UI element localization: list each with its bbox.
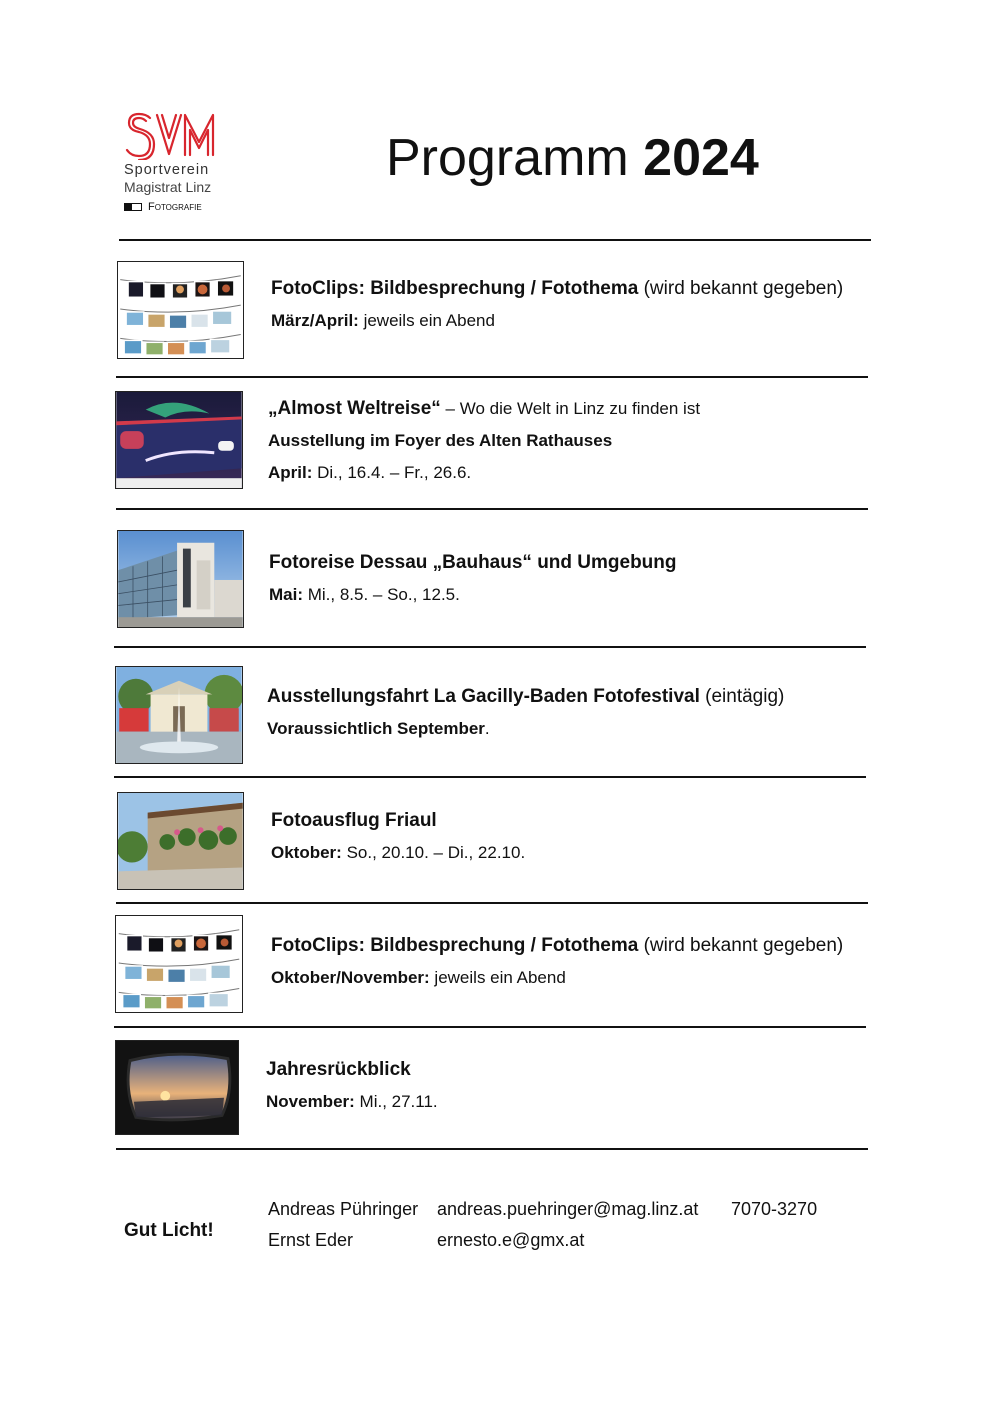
event-3 <box>269 552 677 606</box>
event-4-image <box>115 666 243 764</box>
contact-2-email[interactable]: ernesto.e@gmx.at <box>437 1230 585 1250</box>
event-7-image <box>115 1040 239 1135</box>
event-6-date-label: Oktober/November: <box>271 968 430 987</box>
event-3-image <box>117 530 244 628</box>
divider-3 <box>114 646 866 648</box>
event-1-title-note: (wird bekannt gegeben) <box>638 278 844 299</box>
sunset-mirror-image <box>116 1041 238 1134</box>
logo-line-fotografie <box>124 201 234 213</box>
greeting-text: Gut Licht! <box>124 1220 214 1241</box>
svm-logo <box>124 110 234 213</box>
event-2-date-label: April: <box>268 463 313 482</box>
bauhaus-building-image <box>118 531 243 627</box>
event-3-date-label: Mai: <box>269 585 303 604</box>
event-7 <box>266 1059 438 1113</box>
event-4-title: Ausstellungsfahrt La Gacilly-Baden Fotofestival <box>267 686 700 707</box>
page-title <box>386 126 759 190</box>
event-6-image <box>115 915 243 1013</box>
event-5-title: Fotoausflug Friaul <box>271 810 437 831</box>
camera-icon <box>124 203 142 211</box>
event-3-date-text: Mi., 8.5. – So., 12.5. <box>303 585 460 604</box>
logo-line-magistrat: Magistrat Linz <box>124 179 212 195</box>
contact-1 <box>268 1198 817 1220</box>
event-2 <box>268 398 700 484</box>
contact-1-phone: 7070-3270 <box>731 1199 818 1219</box>
event-1-date-label: März/April: <box>271 311 359 330</box>
event-2-location: Ausstellung im Foyer des Alten Rathauses <box>268 431 613 450</box>
divider-2 <box>116 508 868 510</box>
title-year: 2024 <box>643 129 759 187</box>
title-word: Programm <box>386 129 629 187</box>
event-1-date-text: jeweils ein Abend <box>358 311 495 330</box>
event-2-image <box>115 391 243 489</box>
event-7-title: Jahresrückblick <box>266 1059 411 1080</box>
event-7-date-label: November: <box>266 1092 355 1111</box>
divider-6 <box>114 1026 866 1028</box>
contact-1-email[interactable]: andreas.puehringer@mag.linz.at <box>437 1199 699 1219</box>
baden-fountain-image <box>116 667 242 763</box>
logo-line-sportverein: Sportverein <box>124 162 210 178</box>
event-4-title-note: (eintägig) <box>699 686 785 707</box>
divider-7 <box>116 1148 868 1150</box>
contact-2-name: Ernst Eder <box>268 1230 354 1250</box>
bay-diner-sign-image <box>116 392 242 488</box>
svm-logo-mark <box>124 110 224 160</box>
event-3-title: Fotoreise Dessau „Bauhaus“ und Umgebung <box>269 552 677 573</box>
logo-fotografie-text: Fotografie <box>148 201 202 213</box>
contact-1-name: Andreas Pühringer <box>268 1199 419 1219</box>
event-5-image <box>117 792 244 890</box>
event-1-title: FotoClips: Bildbesprechung / Fotothema <box>271 278 639 299</box>
event-2-date-text: Di., 16.4. – Fr., 26.6. <box>312 463 472 482</box>
greeting <box>124 1220 214 1242</box>
divider-5 <box>116 902 868 904</box>
event-1-image <box>117 261 244 359</box>
event-5-date-label: Oktober: <box>271 843 342 862</box>
event-4-date-label: Voraussichtlich September <box>267 719 485 738</box>
event-6-date-text: jeweils ein Abend <box>429 968 566 987</box>
event-2-title-note: – Wo die Welt in Linz zu finden ist <box>440 399 701 418</box>
contact-2 <box>268 1229 584 1251</box>
event-6-title: FotoClips: Bildbesprechung / Fotothema <box>271 935 639 956</box>
event-7-date-text: Mi., 27.11. <box>354 1092 438 1111</box>
event-5-date-text: So., 20.10. – Di., 22.10. <box>341 843 526 862</box>
photo-clips-wall-image <box>118 262 243 358</box>
divider-top <box>119 239 871 241</box>
event-5 <box>271 810 525 864</box>
event-4-date-text: . <box>484 719 490 738</box>
photo-clips-wall-image-2 <box>116 916 242 1012</box>
divider-1 <box>116 376 868 378</box>
event-2-title: „Almost Weltreise“ <box>268 398 441 419</box>
event-6-title-note: (wird bekannt gegeben) <box>638 935 844 956</box>
event-1 <box>271 278 843 332</box>
event-6 <box>271 935 843 989</box>
event-4 <box>267 686 784 740</box>
divider-4 <box>114 776 866 778</box>
friaul-village-image <box>118 793 243 889</box>
